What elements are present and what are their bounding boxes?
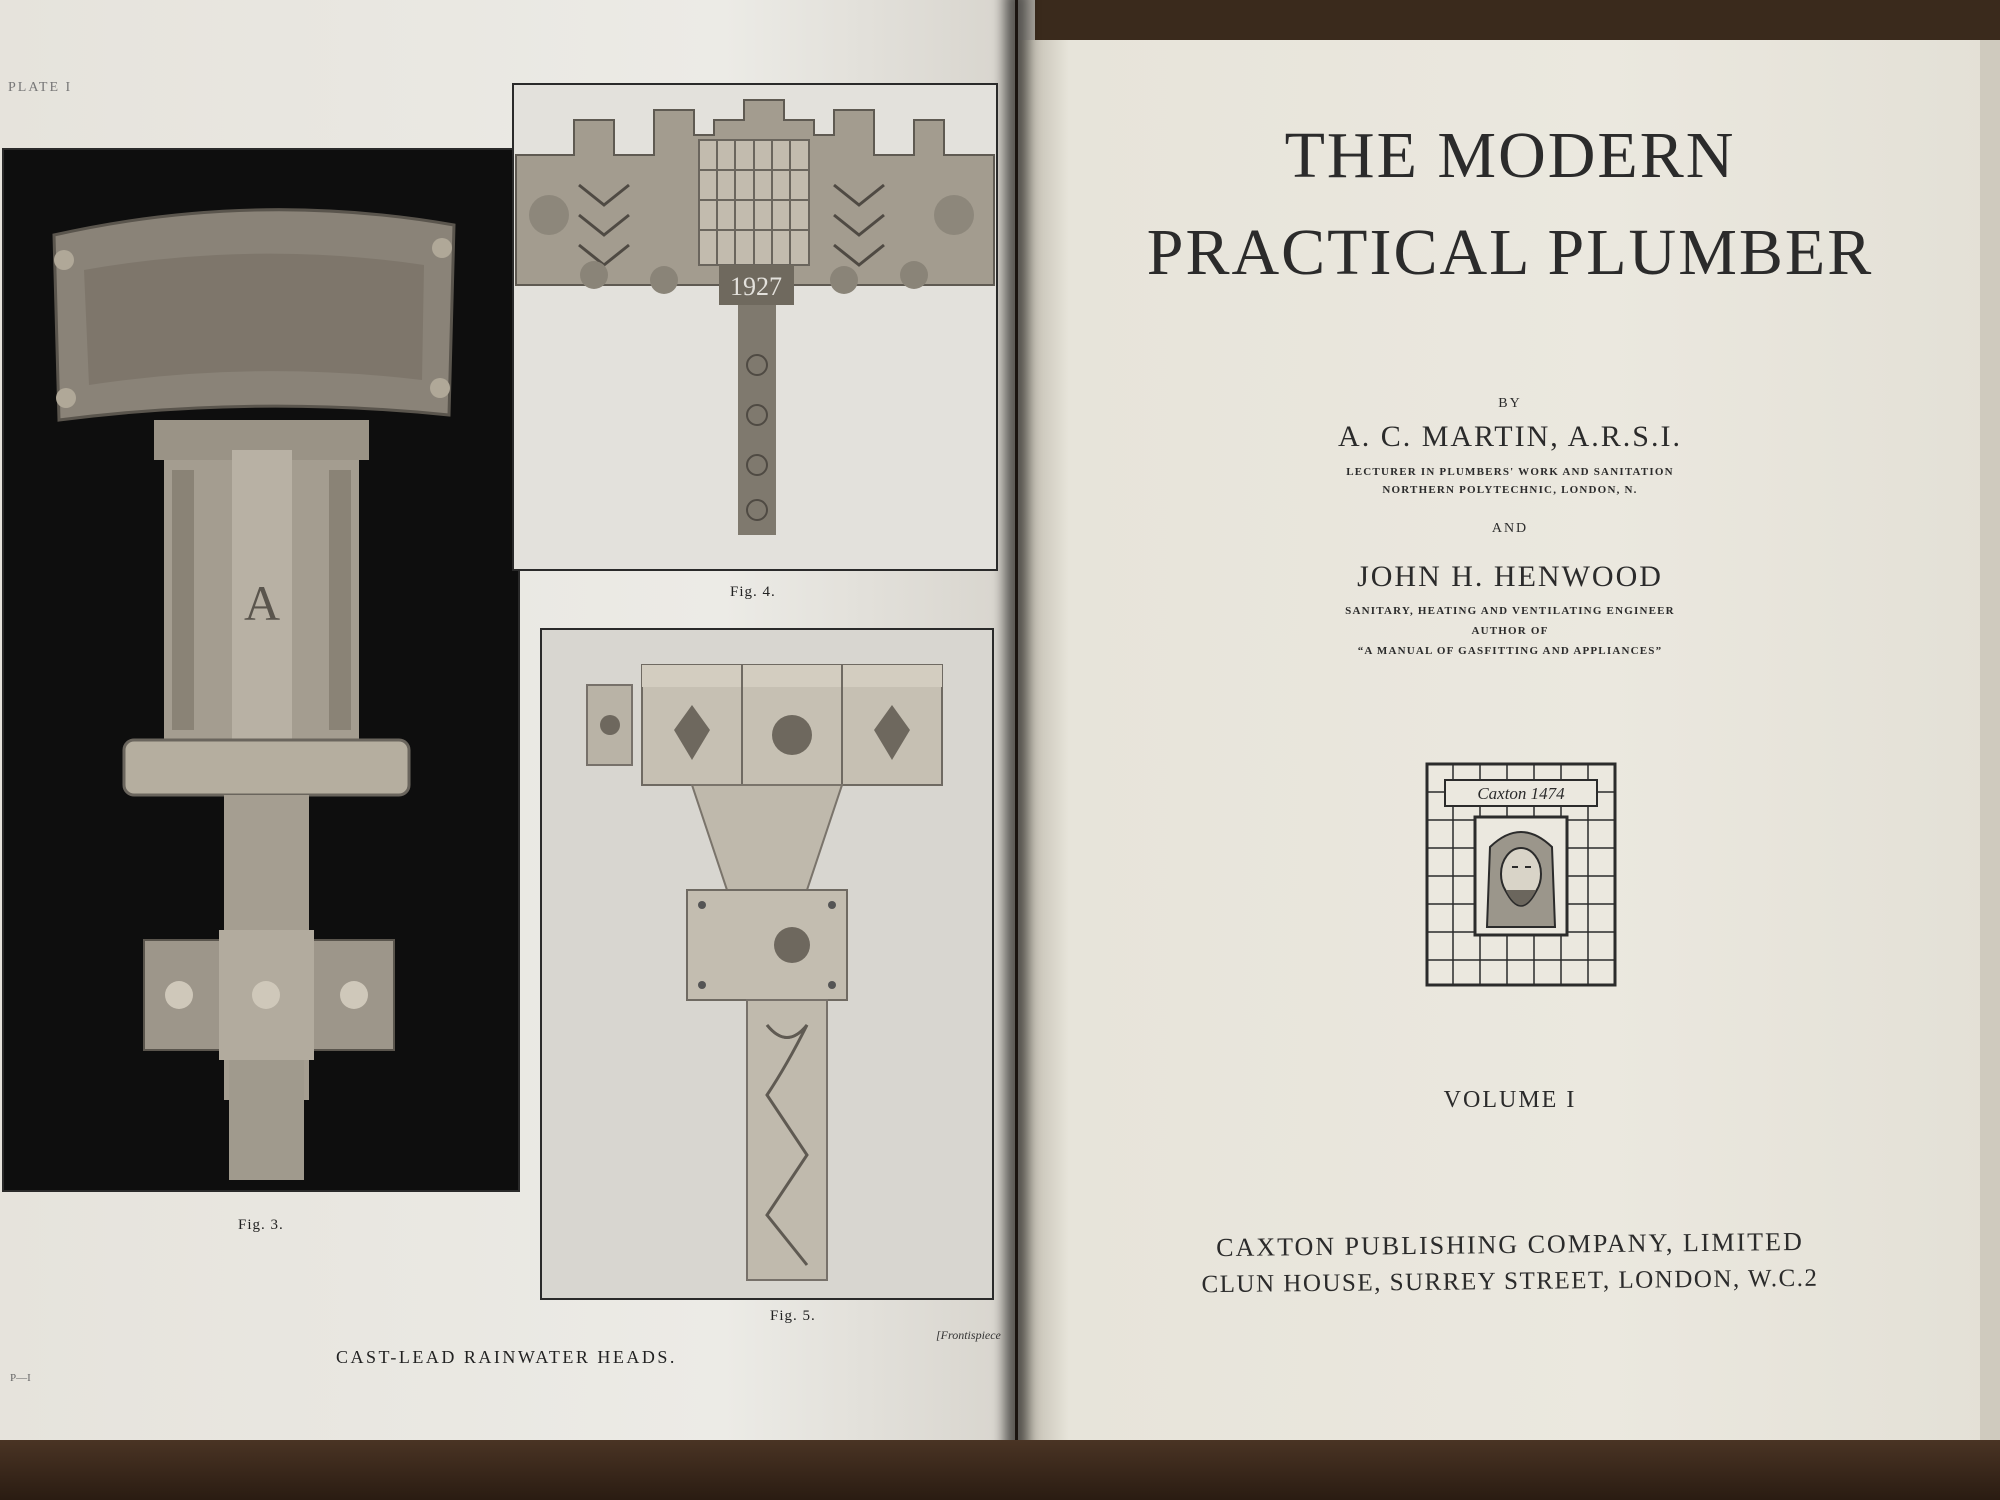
and-label: AND — [1491, 521, 1529, 536]
svg-text:A: A — [243, 575, 281, 631]
title-line-1: THE MODERN — [1284, 119, 1736, 192]
table-surface — [0, 1440, 2000, 1500]
fig4-date: 1927 — [730, 272, 782, 301]
author-2-name: JOHN H. HENWOOD — [1357, 560, 1663, 593]
folio-mark: P—I — [10, 1372, 31, 1384]
title-line-2: PRACTICAL PLUMBER — [1146, 216, 1874, 289]
book-spine-gutter — [1015, 0, 1018, 1500]
fig5-photo — [540, 628, 994, 1300]
by-label: BY — [1498, 396, 1522, 411]
publisher-name: CAXTON PUBLISHING COMPANY, LIMITED — [1216, 1226, 1804, 1263]
plate-caption: CAST-LEAD RAINWATER HEADS. — [336, 1347, 677, 1367]
volume-label: VOLUME I — [1443, 1087, 1577, 1113]
publisher-address: CLUN HOUSE, SURREY STREET, LONDON, W.C.2 — [1201, 1264, 1819, 1299]
fig4-photo — [512, 83, 998, 571]
author-1-credential-line-2: NORTHERN POLYTECHNIC, LONDON, N. — [1382, 484, 1638, 496]
page-edge — [1980, 40, 2000, 1440]
author-1-credential-line-1: LECTURER IN PLUMBERS' WORK AND SANITATION — [1346, 466, 1674, 478]
author-2-credential-line-3: “A MANUAL OF GASFITTING AND APPLIANCES” — [1357, 645, 1663, 657]
caxton-printer-mark — [1425, 762, 1617, 987]
plate-label: PLATE I — [8, 80, 73, 95]
fig3-label: Fig. 3. — [238, 1217, 284, 1233]
author-2-credential-line-2: AUTHOR OF — [1471, 625, 1549, 637]
fig5-label: Fig. 5. — [770, 1308, 816, 1324]
author-1-name: A. C. MARTIN, A.R.S.I. — [1338, 420, 1682, 453]
frontispiece-note: [Frontispiece — [936, 1328, 1001, 1342]
emblem-text: Caxton 1474 — [1477, 784, 1565, 803]
fig3-photo — [2, 148, 520, 1192]
fig4-label: Fig. 4. — [730, 584, 776, 600]
author-2-credential-line-1: SANITARY, HEATING AND VENTILATING ENGINEER — [1345, 605, 1675, 617]
